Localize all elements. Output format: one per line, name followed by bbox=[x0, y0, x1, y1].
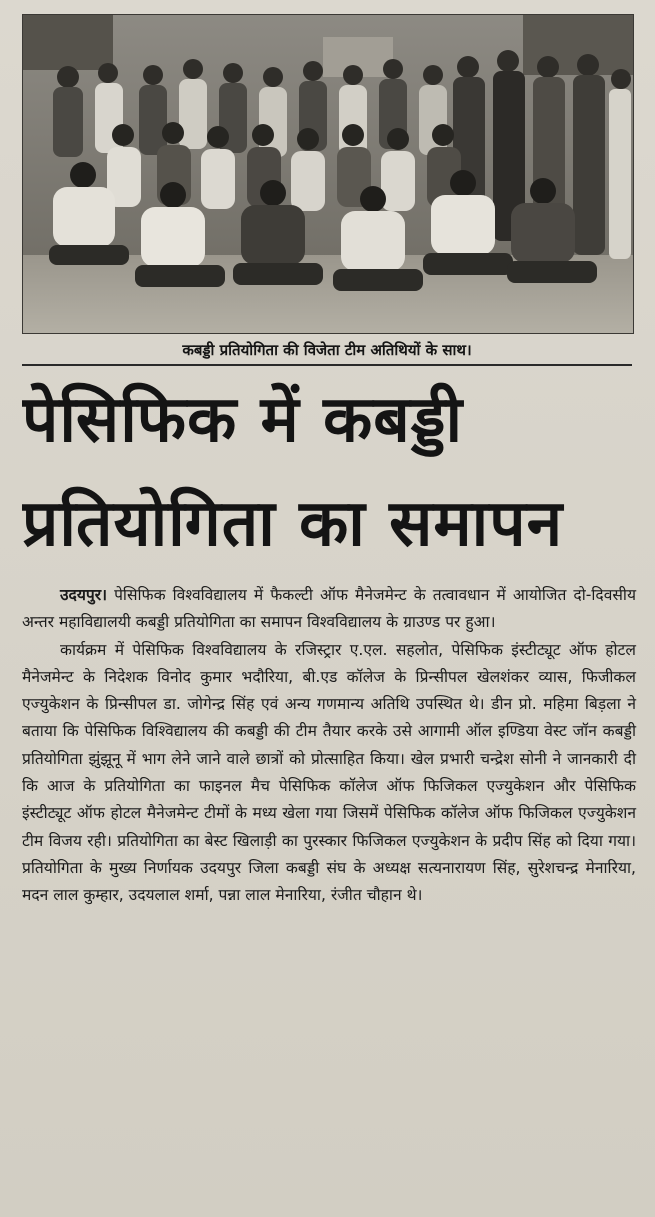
headline-line-2: प्रतियोगिता का समापन bbox=[22, 487, 564, 561]
headline-line-1: पेसिफिक में कबड्डी bbox=[22, 383, 464, 457]
article-paragraph-2: कार्यक्रम में पेसिफिक विश्वविद्यालय के रजिस्ट्रार ए.एल. सहलोत, पेसिफिक इंस्टीट्यूट ऑफ होटल मैनेजमेन्ट के निदेशक विनोद कुमार भदौरिया, बी.एड कॉलेज के प्रिन्सीपल खेलशंकर व्यास, फिजीकल एज्युकेशन के प्रिन्सीपल डा. जोगेन्द्र सिंह एवं अन्य गणमान्य अतिथि उपस्थित थे। डीन प्रो. महिमा बिड़ला ने बताया कि पेसिफिक विश्विद्यालय की कबड्डी की टीम तैयार करके उसे आगामी ऑल इण्डिया वेस्ट जॉन कबड्डी प्रतियोगिता झुंझूनू में भाग लेने जाने वाले छात्रों को प्रोत्साहित किया। खेल प्रभारी चन्द्रेश सोनी ने जानकारी दी कि आज के प्रतियोगिता का फाइनल मैच पेसिफिक कॉलेज ऑफ फिजिकल एज्युकेशन और पेसिफिक इंस्टीट्यूट ऑफ होटल मैनेजमेन्ट टीमों के मध्य खेला गया जिसमें पेसिफिक कॉलेज ऑफ फिजिकल एज्युकेशन टीम विजय रही। प्रतियोगिता का बेस्ट खिलाड़ी का पुरस्कार फिजिकल एज्युकेशन के प्रदीप सिंह को दिया गया। प्रतियोगिता के मुख्य निर्णायक उदयपुर जिला कबड्डी संघ के अध्यक्ष सत्यनारायण सिंह, सुरेशचन्द्र मेनारिया, मदन लाल कुम्हार, उदयलाल शर्मा, पन्ना लाल मेनारिया, रंजीत चौहान थे। bbox=[22, 640, 636, 905]
article-paragraph-1 bbox=[22, 582, 636, 637]
caption-divider bbox=[22, 364, 632, 366]
team-photo bbox=[22, 14, 634, 334]
paragraph-1-text: पेसिफिक विश्वविद्यालय में फैकल्टी ऑफ मैनेजमेन्ट के तत्वावधान में आयोजित दो-दिवसीय अन्तर महाविद्यालयी कबड्डी प्रतियोगिता का समापन विश्वविद्यालय के ग्राउण्ड पर हुआ। bbox=[22, 586, 636, 632]
group-photo-icon bbox=[23, 15, 633, 333]
headline bbox=[22, 368, 634, 576]
article-body bbox=[22, 582, 636, 910]
photo-caption: कबड्डी प्रतियोगिता की विजेता टीम अतिथियों के साथ। bbox=[182, 341, 472, 359]
dateline: उदयपुर। bbox=[60, 586, 108, 604]
